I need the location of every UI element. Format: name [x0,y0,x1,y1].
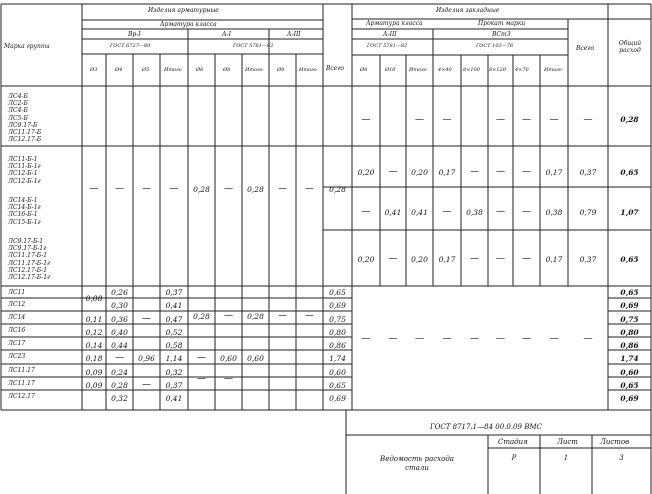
cell: 0,65 [329,381,346,390]
total-header: Всего [326,65,344,72]
row-label: ЛС14 [8,314,26,321]
dash: — [496,167,505,177]
overall-value: 1,74 [620,354,639,363]
cell: 0,96 [138,354,155,363]
rolled-header: Прокат марки [478,20,526,27]
cell: 0,86 [329,341,346,350]
cell: 0,44 [111,341,128,350]
cell: 0,65 [329,288,346,297]
gost-103-header: ГОСТ 103—76 [476,43,514,49]
cell: 0,37 [165,288,183,297]
col-label: Ø5 [142,67,150,73]
cell: 0,30 [111,301,128,310]
dash: — [361,115,371,125]
dash: — [415,115,424,125]
cell: 0,69 [329,394,346,403]
overall-value: 1,07 [620,208,639,217]
g2-c8: 0,17 [545,168,563,177]
dash: — [278,311,287,321]
a-block-total: 0,28 [329,185,346,194]
stage-header: Стадия [498,438,528,446]
overall-value: 0,65 [620,255,639,264]
cell: 1,74 [329,354,346,363]
dash: — [388,254,398,264]
cell: 0,60 [247,354,264,363]
cell: 0,32 [111,394,128,403]
vst3-header: ВСт3 [492,31,511,38]
g3-c8: 0,38 [545,208,563,217]
dash: — [522,207,531,217]
g3-total: 0,79 [579,208,597,217]
dash: — [496,115,505,125]
dash: — [522,115,531,125]
a-block2-c2: 0,28 [247,312,264,321]
g2-c1: 0,20 [357,168,375,177]
col-label: Итого [245,67,263,73]
cell: 0,28 [111,381,128,390]
group-1-labels: ЛС4-Б ЛС2-Б ЛС4-Б ЛС5-Б ЛС9.17-Б ЛС11.17-Б ЛС12.17-Б [8,93,42,144]
merged-c3c: 0,09 [85,381,103,390]
row-label: ЛС12 [8,301,26,308]
overall-value: 0,75 [620,315,639,324]
products-header: Изделия арматурные [148,7,219,14]
col-label: Ø10 [385,67,396,73]
dash: — [522,167,531,177]
rebar-class2-header: Арматура класса [366,20,423,27]
overall-value: 0,86 [620,341,639,350]
cell: 0,36 [111,315,128,324]
col-label: Итого [164,67,182,73]
dash: — [470,254,479,264]
g3-c3: 0,41 [411,208,428,217]
row-label: ЛС11.17 [8,380,35,387]
dash: — [549,334,559,344]
cell: 0,26 [111,288,128,297]
dash: — [361,207,371,217]
cell: 1,14 [165,354,183,363]
dash: — [496,254,505,264]
cell: 0,24 [111,368,128,377]
gost-5781b-header: ГОСТ 5781—82 [367,43,408,49]
col-label: 4×70 [515,67,529,73]
stage-value: Р [511,454,517,462]
gost-5781-header: ГОСТ 5781—82 [233,43,274,49]
g4-c4: 0,17 [438,255,456,264]
dash: — [89,184,99,194]
bp1-header: Вр-I [128,31,141,38]
row-label: ЛС16 [8,327,26,334]
col-label: Ø3 [90,67,98,73]
dash: — [549,115,559,125]
dash: — [224,311,233,321]
a-block2-c1: 0,28 [193,312,210,321]
dash: — [496,207,505,217]
g4-total: 0,37 [579,255,597,264]
sheets-header: Листов [600,438,630,446]
row-label: ЛС17 [8,340,26,347]
dash: — [442,115,452,125]
col-label: Ø8 [277,67,285,73]
g3-c2: 0,41 [384,208,402,217]
dash: — [388,167,398,177]
g2-c4: 0,17 [438,168,456,177]
cell: 0,11 [85,315,103,324]
dash: — [305,184,314,194]
dash: — [522,254,531,264]
dash: — [415,334,424,344]
overall-header: Общий расход [618,40,642,54]
row-label: ЛС11 [8,289,26,296]
embedded-header: Изделия закладные [436,7,500,14]
dash: — [388,334,398,344]
dash: — [442,334,452,344]
cell: 0,60 [329,368,346,377]
sheets-value: 3 [619,454,624,462]
cell: 0,80 [329,328,346,337]
cell: 0,18 [85,354,103,363]
dash: — [470,167,479,177]
dash: — [305,311,314,321]
g3-c5: 0,38 [466,208,483,217]
overall-value: 0,28 [620,115,639,124]
overall-value: 0,69 [620,394,639,403]
doc-code: ГОСТ 8717.1—84 00.0.09 ВМС [430,423,542,431]
col-label: Итого [409,67,427,73]
a-block-c1: 0,28 [193,185,210,194]
col-label: Ø6 [196,67,204,73]
col-label: Ø4 [115,67,123,73]
dash: — [224,184,233,194]
merged-c3: 0,08 [85,294,103,303]
rebar-class-header: Арматура класса [160,21,217,28]
cell: 0,41 [165,394,183,403]
cell: 0,32 [165,368,183,377]
col-label: Итого [544,67,562,73]
dash: — [442,207,452,217]
dash: — [496,334,505,344]
a3b-header: А-III [383,31,397,38]
dash: — [583,334,593,344]
gost-6727-header: ГОСТ 6727—80 [110,43,151,49]
a3-header: А-III [287,31,301,38]
group-3-labels: ЛС14-Б-1 ЛС14-Б-1г ЛС16-Б-1 ЛС15-Б-1г [8,197,41,226]
g4-c3: 0,20 [411,255,428,264]
group-4-labels: ЛС9.17-Б-1 ЛС9.17-Б-1г ЛС11.17-Б-1 ЛС11.17-Б-1г ЛС12.17-Б-1 ЛС12.17-Б-1г [8,238,51,282]
row-label: ЛС12.17 [8,393,35,400]
dash: — [197,374,206,384]
col-label: 4×40 [438,67,452,73]
cell: 0,37 [165,381,183,390]
col-label: 8×120 [489,67,506,73]
brand-col-header: Марка группы [4,43,50,50]
dash: — [470,334,479,344]
cell: 0,41 [165,301,183,310]
overall-value: 0,65 [620,168,639,177]
group-2-labels: ЛС11-Б-1 ЛС11-Б-1г ЛС12-Б-1 ЛС12-Б-1г [8,156,41,185]
dash: — [583,115,593,125]
cell: 0,47 [165,315,183,324]
dash: — [278,184,287,194]
dash: — [197,353,206,363]
cell: 0,14 [85,341,103,350]
overall-value: 0,65 [620,288,639,297]
cell: 0,12 [85,328,103,337]
a1-header: А-I [222,31,231,38]
cell: 0,58 [165,341,183,350]
g2-c3: 0,20 [411,168,428,177]
dash: — [169,184,179,194]
sheet-header: Лист [557,438,578,446]
overall-value: 0,80 [620,328,639,337]
a-block-c2: 0,28 [247,185,264,194]
dash: — [224,374,233,384]
dash: — [142,314,151,324]
cell: 0,60 [220,354,237,363]
cell: 0,69 [329,301,346,310]
row-label: ЛС11.17 [8,367,35,374]
sheet-value: 1 [563,454,569,462]
dash: — [142,184,151,194]
col-label: Ø8 [223,67,231,73]
cell: 0,75 [329,315,346,324]
overall-value: 0,60 [620,368,639,377]
col-label: Итого [299,67,317,73]
overall-value: 0,69 [620,301,639,310]
doc-title: Ведомость расхода стали [380,455,454,472]
overall-value: 0,65 [620,381,639,390]
row-label: ЛС23 [8,353,26,360]
col-label: Ø8 [360,67,368,73]
total2-header: Всего [576,45,594,52]
col-label: 8×100 [463,67,480,73]
g4-c1: 0,20 [357,255,375,264]
g2-total: 0,37 [579,168,597,177]
cell: 0,52 [165,328,183,337]
cell: 0,40 [111,328,128,337]
dash: — [115,353,124,363]
g4-c8: 0,17 [545,255,563,264]
merged-c3b: 0,09 [85,368,103,377]
dash: — [361,334,371,344]
dash: — [142,380,151,390]
dash: — [522,334,531,344]
dash: — [115,184,124,194]
